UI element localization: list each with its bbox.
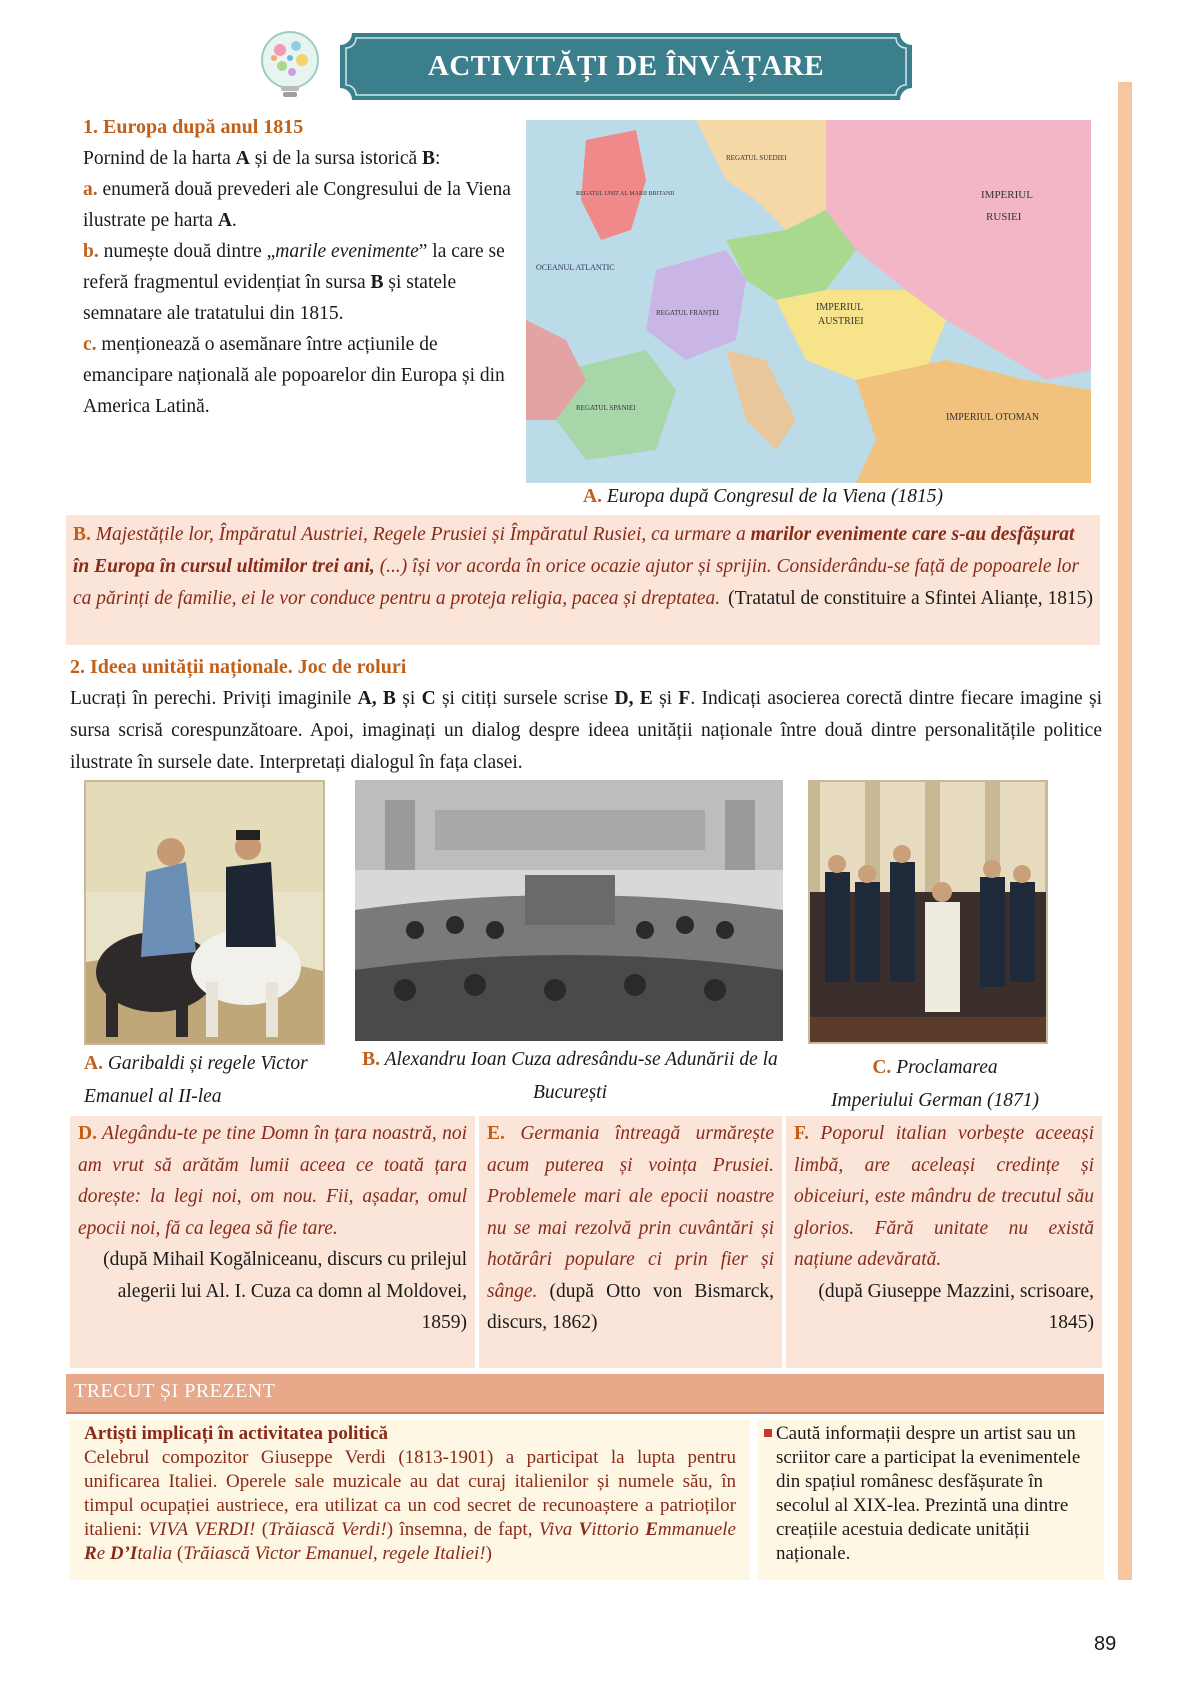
source-e xyxy=(479,1116,782,1368)
bullet-icon xyxy=(764,1429,772,1437)
lightbulb-logo-icon xyxy=(252,28,328,104)
source-b xyxy=(66,515,1100,645)
europe-map xyxy=(526,120,1091,483)
section2-text: Lucrați în perechi. Priviți imaginile A, B și C și citiți sursele scrise D, E și F. Indicați asocierea corectă dintre fiecare imagine și sursa scrisă corespunzătoare. Apoi, imaginați un dialog despre ideea unității naționale între două dintre personalitățile politice ilustrate în sursele date. Interpretați dialogul în fața clasei. xyxy=(70,688,1103,773)
task-a: a. enumeră două prevederi ale Congresului de la Viena ilustrate pe harta A. xyxy=(83,179,511,231)
task-c: c. menționează o asemănare între acțiunile de emancipare națională ale popoarelor din Europa și din America Latină. xyxy=(83,334,505,417)
source-f xyxy=(786,1116,1102,1368)
map-label-france: REGATUL FRANȚEI xyxy=(656,309,719,317)
source-f-quote: F. Poporul italian vorbește aceeași limbă, are aceleași credințe și obiceiuri, este mândru de trecutul său glorios. Fără unitate nu există națiune adevărată. xyxy=(794,1123,1094,1270)
source-d-quote: D. Alegându-te pe tine Domn în țara noastră, noi am vrut să arătăm lumii aceea ce toată țara dorește: la legi noi, om nou. Fii, așadar, omul epocii noi, fă ca legea să fie tare. xyxy=(78,1123,467,1239)
sidebar-stripe xyxy=(1118,82,1132,1580)
task-b: b. numește două dintre „marile evenimente” la care se referă fragmentul evidențiat în sursa B și statele semnatare ale tratatului din 1815. xyxy=(83,241,505,324)
article-heading: Artiști implicați în activitatea politică xyxy=(84,1423,388,1444)
map-label-russia-1: IMPERIUL xyxy=(981,189,1033,201)
image-cuza-assembly xyxy=(355,780,783,1041)
source-e-reference: (după Otto von Bismarck, discurs, 1862) xyxy=(487,1280,774,1333)
image-german-empire xyxy=(808,780,1048,1044)
map-label-sweden: REGATUL SUEDIEI xyxy=(726,154,787,162)
source-d-reference: (după Mihail Kogălniceanu, discurs cu prilejul alegerii lui Al. I. Cuza ca domn al Moldovei, 1859) xyxy=(103,1249,467,1333)
map-label-ocean: OCEANUL ATLANTIC xyxy=(536,263,615,272)
map-label-austria-2: AUSTRIEI xyxy=(818,316,864,327)
source-f-reference: (după Giuseppe Mazzini, scrisoare, 1845) xyxy=(818,1280,1094,1333)
map-label-spain: REGATUL SPANIEI xyxy=(576,404,636,412)
source-b-reference: (Tratatul de constituire a Sfintei Alianțe, 1815) xyxy=(728,588,1093,609)
banner-title: ACTIVITĂȚI DE ÎNVĂȚARE xyxy=(427,50,825,82)
map-label-ottoman: IMPERIUL OTOMAN xyxy=(946,412,1040,423)
activities-banner xyxy=(340,33,912,100)
map-label-austria-1: IMPERIUL xyxy=(816,302,864,313)
image-garibaldi xyxy=(84,780,325,1045)
caption-c: C. Proclamarea Imperiului German (1871) xyxy=(831,1057,1039,1111)
caption-a: A. Garibaldi și regele Victor Emanuel al II-lea xyxy=(84,1053,308,1107)
section2-title: 2. Ideea unității naționale. Joc de roluri xyxy=(70,656,407,678)
section1-text xyxy=(83,112,513,422)
past-present-task xyxy=(758,1420,1104,1580)
task-text: Caută informații despre un artist sau un scriitor care a participat la evenimentele din spațiul românesc desfășurate în secolul al XIX-lea. Prezintă una dintre creațiile acestuia dedicate unității naționale. xyxy=(776,1423,1081,1564)
source-b-quote: B. Majestățile lor, Împăratul Austriei, Regele Prusiei și Împăratul Rusiei, ca urmare a marilor evenimente care s-au desfășurat în Europa în cursul ultimilor trei ani, (...) își vor acorda în orice ocazie ajutor și sprijin. Considerându-se față de popoarele lor ca părinți de familie, ei le vor conduce pentru a proteja religia, pacea și dreptatea. (Tratatul de constituire a Sfintei Alianțe, 1815) xyxy=(73,519,1093,615)
section1-title: 1. Europa după anul 1815 xyxy=(83,116,304,138)
past-present-article xyxy=(70,1420,750,1580)
caption-b: B. Alexandru Ioan Cuza adresându-se Adunării de la București xyxy=(362,1049,778,1103)
past-present-bar: TRECUT ȘI PREZENT xyxy=(66,1374,1104,1414)
map-caption: A. Europa după Congresul de la Viena (1815) xyxy=(583,486,943,507)
page-number: 89 xyxy=(1094,1633,1117,1655)
article-body: Celebrul compozitor Giuseppe Verdi (1813-1901) a participat la lupta pentru unificarea Italiei. Operele sale muzicale au dat curaj italienilor și numele său, în timpul ocupației austriece, era utilizat ca un cod secret de recunoaștere a patrioților italieni: VIVA VERDI! (Trăiască Verdi!) însemna, de fapt, Viva Vittorio Emmanuele Re D’Italia (Trăiască Victor Emanuel, regele Italiei!) xyxy=(84,1447,736,1564)
source-e-quote: E. Germania întreagă urmărește acum puterea și voința Prusiei. Problemele mari ale epocii noastre nu se mai rezolvă prin cuvântări și hotărâri populare ci prin fier și sânge. (după Otto von Bismarck, discurs, 1862) xyxy=(487,1123,774,1333)
map-label-russia-2: RUSIEI xyxy=(986,211,1022,223)
source-d xyxy=(70,1116,475,1368)
map-label-uk: REGATUL UNIT AL MARII BRITANII xyxy=(576,191,675,197)
section1-intro: Pornind de la harta A și de la sursa istorică B: xyxy=(83,148,441,169)
